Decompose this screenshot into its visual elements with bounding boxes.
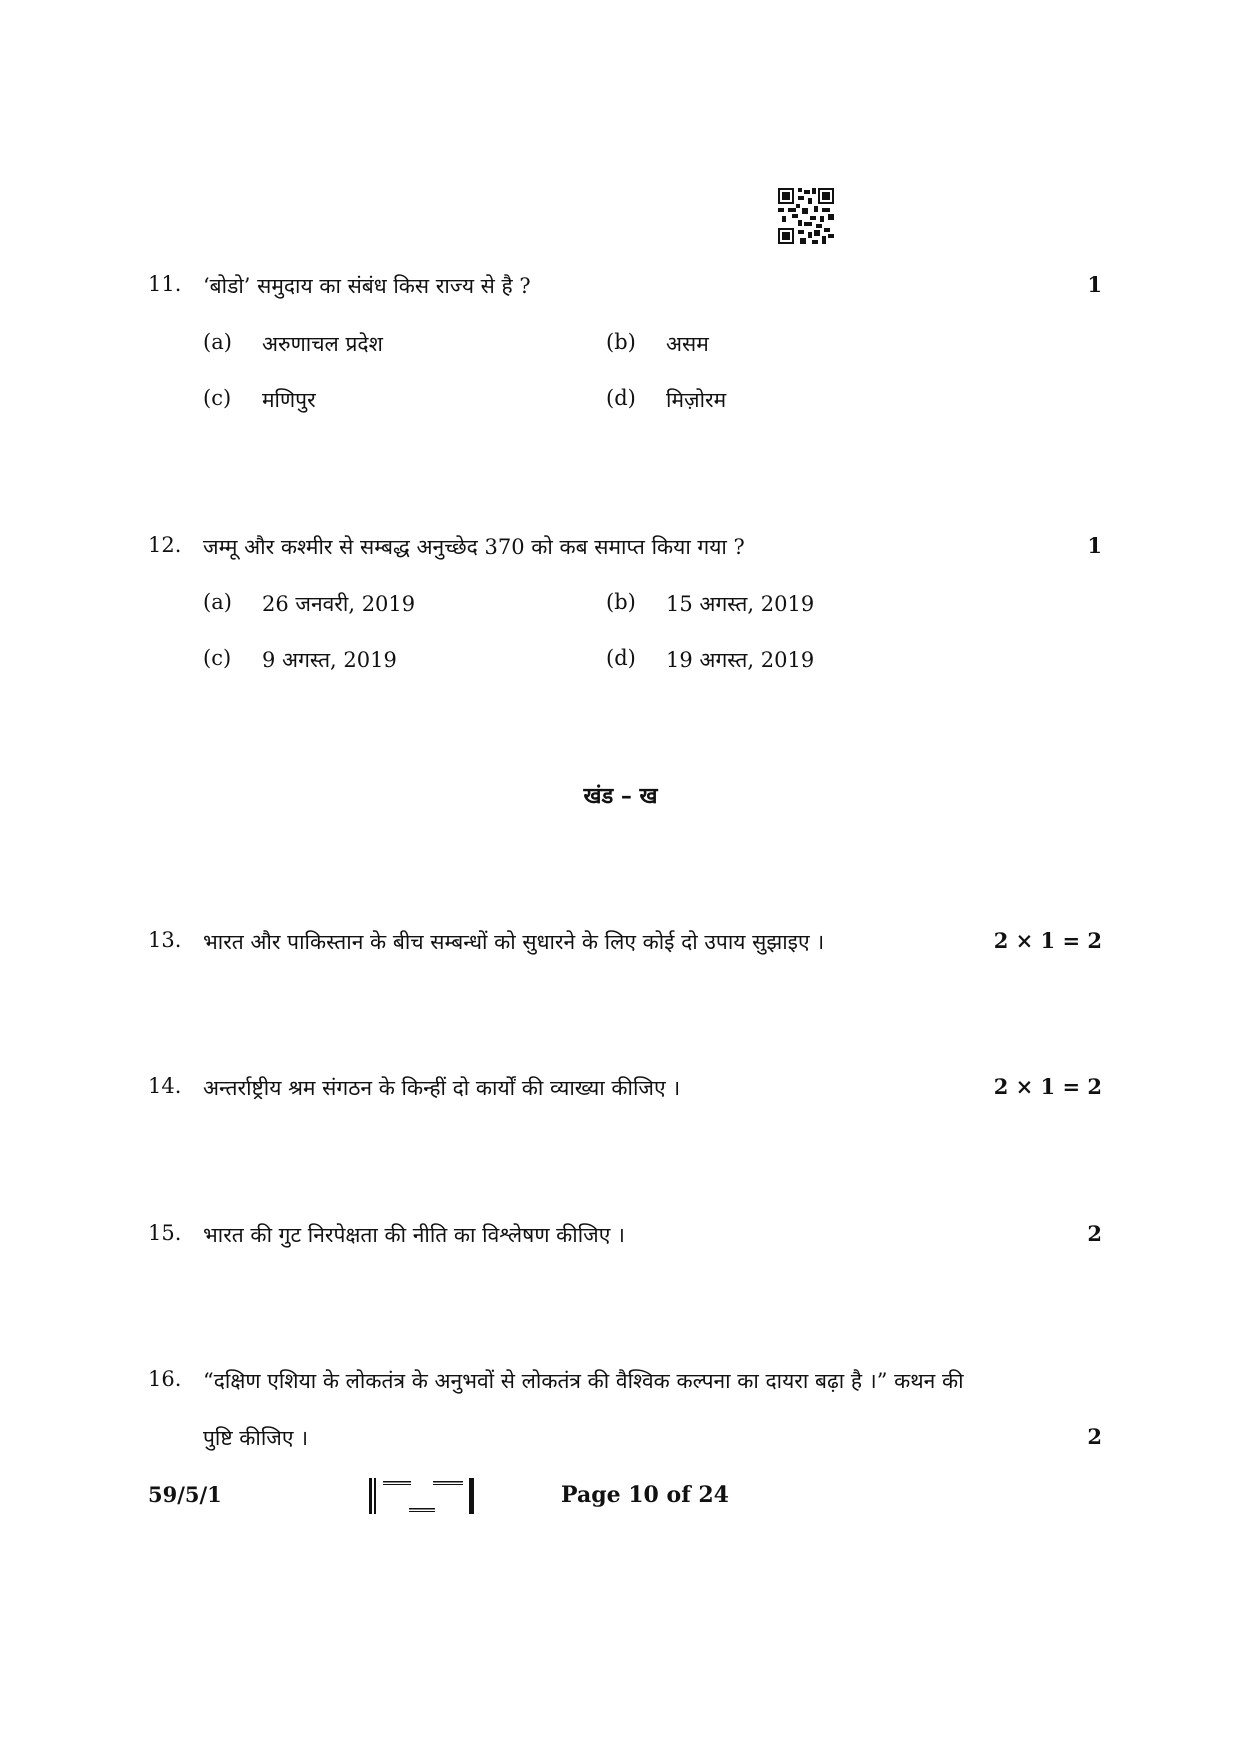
question-15-number: 15. — [148, 1221, 182, 1245]
question-11-option-a-label: (a) — [203, 330, 232, 354]
question-13-text: भारत और पाकिस्तान के बीच सम्बन्धों को सुधारने के लिए कोई दो उपाय सुझाइए । — [203, 930, 825, 954]
question-11-number: 11. — [148, 272, 182, 296]
question-12-option-b-label: (b) — [606, 590, 636, 614]
section-heading: खंड – ख — [583, 783, 658, 809]
paper-code: 59/5/1 — [148, 1482, 222, 1507]
question-11-option-c-label: (c) — [203, 386, 232, 410]
question-11-option-d-label: (d) — [606, 386, 636, 410]
question-12-option-c-text: 9 अगस्त, 2019 — [262, 648, 397, 672]
question-15-text: भारत की गुट निरपेक्षता की नीति का विश्लेषण कीजिए । — [203, 1223, 626, 1247]
question-16-marks: 2 — [1087, 1424, 1102, 1449]
question-15-marks: 2 — [1087, 1221, 1102, 1246]
question-14-text: अन्तर्राष्ट्रीय श्रम संगठन के किन्हीं दो कार्यों की व्याख्या कीजिए । — [203, 1076, 681, 1100]
question-11-option-b-text: असम — [666, 332, 709, 356]
question-12-number: 12. — [148, 533, 182, 557]
question-11-option-b-label: (b) — [606, 330, 636, 354]
question-14-marks: 2 × 1 = 2 — [993, 1074, 1102, 1099]
question-13-marks: 2 × 1 = 2 — [993, 928, 1102, 953]
question-11-text: ‘बोडो’ समुदाय का संबंध किस राज्य से है ? — [203, 274, 531, 298]
question-13-number: 13. — [148, 928, 182, 952]
question-11-option-c-text: मणिपुर — [262, 388, 316, 412]
barcode-icon — [369, 1478, 475, 1514]
question-12-text: जम्मू और कश्मीर से सम्बद्ध अनुच्छेद 370 को कब समाप्त किया गया ? — [203, 535, 745, 559]
question-12-option-b-text: 15 अगस्त, 2019 — [666, 592, 815, 616]
question-11-option-d-text: मिज़ोरम — [666, 388, 727, 412]
question-12-option-d-text: 19 अगस्त, 2019 — [666, 648, 815, 672]
question-16-number: 16. — [148, 1367, 182, 1391]
question-11-option-a-text: अरुणाचल प्रदेश — [262, 332, 383, 356]
qr-code-icon — [778, 188, 834, 244]
page-number: Page 10 of 24 — [561, 1482, 729, 1508]
question-14-number: 14. — [148, 1074, 182, 1098]
question-12-option-d-label: (d) — [606, 646, 636, 670]
question-16-text: “दक्षिण एशिया के लोकतंत्र के अनुभवों से लोकतंत्र की वैश्विक कल्पना का दायरा बढ़ा है ।” कथन की — [203, 1369, 964, 1393]
question-12-option-c-label: (c) — [203, 646, 232, 670]
question-16-text-line2: पुष्टि कीजिए । — [203, 1426, 309, 1450]
question-12-option-a-label: (a) — [203, 590, 232, 614]
question-12-marks: 1 — [1087, 533, 1102, 558]
question-11-marks: 1 — [1087, 272, 1102, 297]
question-12-option-a-text: 26 जनवरी, 2019 — [262, 592, 416, 616]
